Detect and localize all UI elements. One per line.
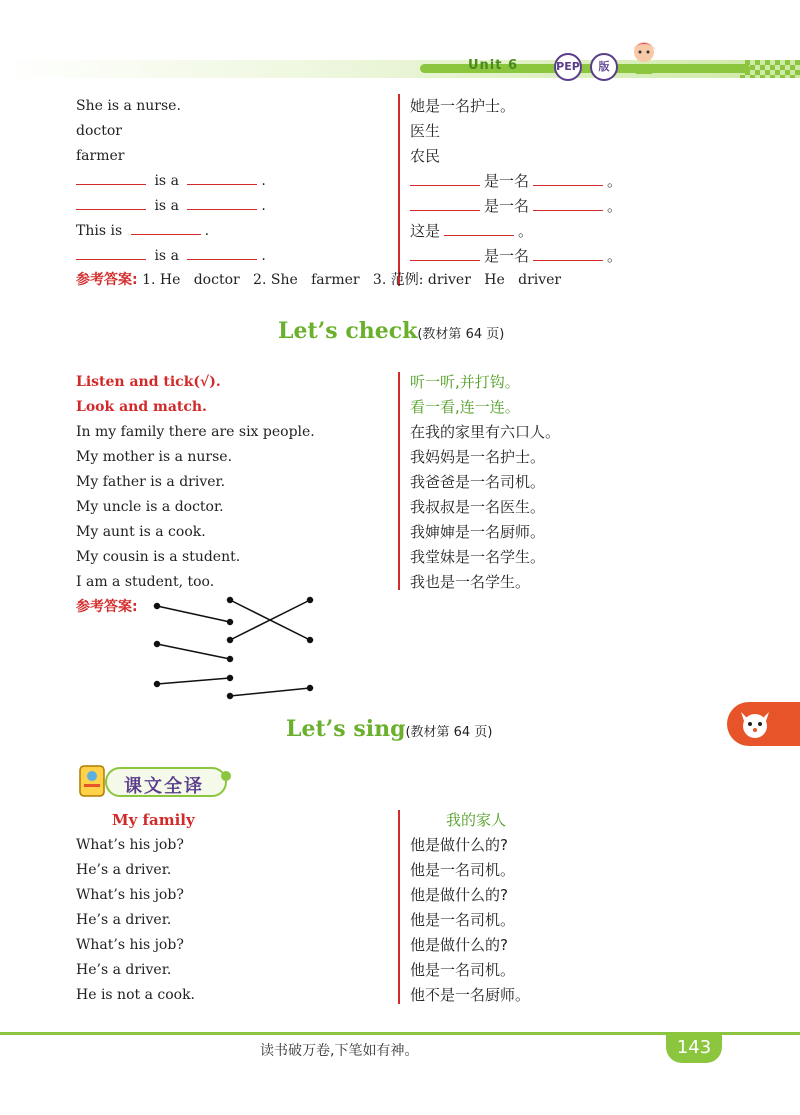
side-tab [727, 702, 800, 746]
section-subtitle: (教材第 64 页) [417, 327, 505, 342]
answer-row [76, 595, 138, 619]
fill-text: is a [154, 248, 179, 264]
fill-blank-row-cn [410, 169, 622, 193]
fill-text: . [261, 173, 266, 189]
blank-field[interactable] [187, 170, 257, 185]
blank-field[interactable] [131, 220, 201, 235]
fill-blank-row-cn [410, 244, 622, 268]
sentence-en: My uncle is a doctor. [76, 499, 224, 515]
sentence-en: In my family there are six people. [76, 424, 315, 440]
blank-field[interactable] [533, 246, 603, 261]
lyric-cn: 他不是一名厨师。 [410, 986, 531, 1004]
section-title-text: Let’s check [278, 318, 418, 344]
lyric-en: What’s his job? [76, 887, 184, 903]
sentence-cn: 我爸爸是一名司机。 [410, 473, 546, 491]
sentence-cn: 我婶婶是一名厨师。 [410, 523, 546, 541]
unit-label: Unit 6 [468, 58, 519, 73]
word-cn: 医生 [410, 122, 441, 140]
lyric-en: He’s a driver. [76, 862, 172, 878]
sentence-cn: 我妈妈是一名护士。 [410, 448, 546, 466]
column-divider [398, 810, 400, 1004]
fill-blank-row-cn [410, 194, 622, 218]
fill-text: 。 [607, 247, 623, 265]
lyric-cn: 他是做什么的? [410, 936, 508, 954]
translation-banner-label: 课文全译 [124, 776, 204, 797]
fill-text: 。 [607, 172, 623, 190]
answer-label: 参考答案: [76, 272, 138, 288]
lyric-cn: 他是做什么的? [410, 886, 508, 904]
blank-field[interactable] [533, 171, 603, 186]
fill-blank-row [76, 219, 209, 243]
fill-text: is a [154, 173, 179, 189]
fill-text: . [261, 248, 266, 264]
word-en: doctor [76, 123, 122, 139]
blank-field[interactable] [187, 195, 257, 210]
word-en: farmer [76, 148, 125, 164]
song-title-cn: 我的家人 [446, 811, 507, 829]
fill-blank-row [76, 169, 266, 193]
lyric-cn: 他是一名司机。 [410, 961, 516, 979]
page-number: 143 [666, 1033, 722, 1063]
lyric-cn: 他是做什么的? [410, 836, 508, 854]
sentence-cn: 我叔叔是一名医生。 [410, 498, 546, 516]
section-subtitle: (教材第 64 页) [405, 725, 493, 740]
lyric-en: What’s his job? [76, 937, 184, 953]
header-checker-pattern [740, 60, 800, 78]
column-divider [398, 94, 400, 286]
matching-diagram [150, 592, 320, 702]
fill-text: 是一名 [484, 247, 530, 265]
blank-field[interactable] [410, 246, 480, 261]
sentence-en: She is a nurse. [76, 98, 181, 114]
lyric-cn: 他是一名司机。 [410, 861, 516, 879]
blank-field[interactable] [76, 195, 146, 210]
lyric-en: What’s his job? [76, 837, 184, 853]
fill-text: . [204, 223, 210, 239]
fill-text: 。 [607, 197, 623, 215]
footer-motto: 读书破万卷,下笔如有神。 [260, 1043, 419, 1059]
fill-text: is a [154, 198, 179, 214]
lyric-en: He’s a driver. [76, 912, 172, 928]
mascot-icon [624, 36, 664, 76]
fill-text: 这是 [410, 222, 441, 240]
instruction-cn: 听一听,并打钩。 [410, 373, 520, 391]
section-title-sing [286, 716, 492, 742]
instruction-en: Listen and tick(√). [76, 374, 221, 390]
fill-text: 。 [518, 222, 534, 240]
sentence-cn: 她是一名护士。 [410, 97, 516, 115]
instruction-cn: 看一看,连一连。 [410, 398, 520, 416]
fill-blank-row [76, 244, 266, 268]
lyric-en: He’s a driver. [76, 962, 172, 978]
lyric-cn: 他是一名司机。 [410, 911, 516, 929]
sentence-cn: 在我的家里有六口人。 [410, 423, 561, 441]
blank-field[interactable] [444, 221, 514, 236]
section-title-text: Let’s sing [286, 716, 406, 742]
column-divider [398, 372, 400, 590]
answer-label: 参考答案: [76, 599, 138, 615]
sentence-cn: 我堂妹是一名学生。 [410, 548, 546, 566]
answer-text: 1. He doctor 2. She farmer 3. 范例: driver He driver [142, 272, 562, 288]
section-title-check [278, 318, 504, 344]
fill-text: 是一名 [484, 197, 530, 215]
song-title-en: My family [112, 811, 195, 829]
fill-blank-row-cn [410, 219, 533, 243]
sentence-en: My cousin is a student. [76, 549, 241, 565]
blank-field[interactable] [410, 196, 480, 211]
sentence-en: My mother is a nurse. [76, 449, 233, 465]
sentence-en: My aunt is a cook. [76, 524, 206, 540]
fill-text: This is [76, 223, 123, 239]
edition-badge: 版 [590, 53, 618, 81]
blank-field[interactable] [76, 170, 146, 185]
blank-field[interactable] [410, 171, 480, 186]
blank-field[interactable] [533, 196, 603, 211]
sentence-en: My father is a driver. [76, 474, 226, 490]
lyric-en: He is not a cook. [76, 987, 196, 1003]
sentence-en: I am a student, too. [76, 574, 215, 590]
fox-icon [735, 704, 775, 744]
answer-row [76, 268, 561, 292]
blank-field[interactable] [76, 245, 146, 260]
blank-field[interactable] [187, 245, 257, 260]
sentence-cn: 我也是一名学生。 [410, 573, 531, 591]
fill-text: 是一名 [484, 172, 530, 190]
instruction-en: Look and match. [76, 399, 207, 415]
word-cn: 农民 [410, 147, 441, 165]
fill-text: . [261, 198, 266, 214]
pep-badge: PEP [554, 53, 582, 81]
fill-blank-row [76, 194, 266, 218]
